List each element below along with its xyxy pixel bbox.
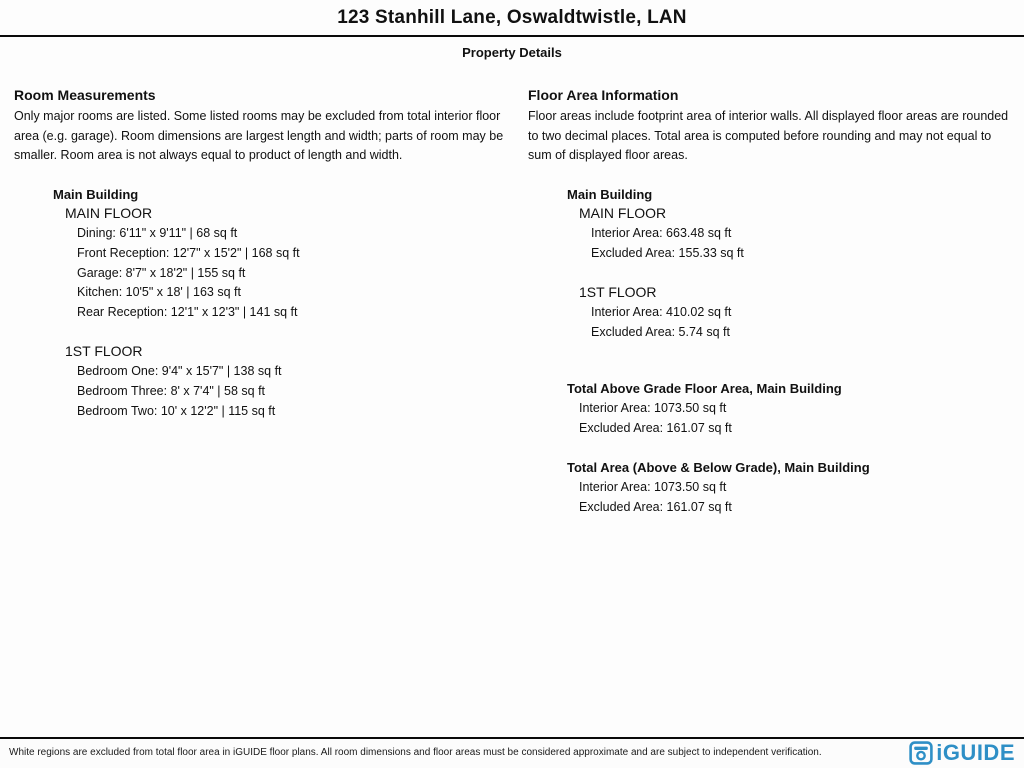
room-line: Garage: 8'7" x 18'2" | 155 sq ft xyxy=(77,265,246,280)
room-line: Bedroom Two: 10' x 12'2" | 115 sq ft xyxy=(77,403,276,418)
floor-area-heading: Floor Area Information xyxy=(528,87,679,103)
room-line: Front Reception: 12'7" x 15'2" | 168 sq ft xyxy=(77,245,300,260)
interior-area-line: Interior Area: 663.48 sq ft xyxy=(591,226,732,241)
floor-area-1st-floor xyxy=(579,283,1017,342)
floor-name: MAIN FLOOR xyxy=(579,205,667,222)
footer-disclaimer: White regions are excluded from total floor area in iGUIDE floor plans. All room dimensions and floor areas must be considered approximate and are subject to independent verification. xyxy=(9,747,822,758)
interior-area-line: Interior Area: 1073.50 sq ft xyxy=(579,479,727,494)
floor-area-section xyxy=(513,85,1024,517)
page-subtitle: Property Details xyxy=(462,45,562,60)
content-columns xyxy=(0,85,1024,517)
room-list xyxy=(65,362,513,421)
title-divider xyxy=(0,35,1024,37)
floor-main-floor xyxy=(65,204,513,322)
excluded-area-line: Excluded Area: 161.07 sq ft xyxy=(579,499,732,514)
interior-area-line: Interior Area: 1073.50 sq ft xyxy=(579,401,727,416)
totals-section xyxy=(567,379,1017,517)
floor-1st-floor xyxy=(65,342,513,421)
excluded-area-line: Excluded Area: 5.74 sq ft xyxy=(591,324,730,339)
floor-area-building xyxy=(567,185,1017,343)
total-above-below-grade-block xyxy=(567,458,1017,517)
iguide-camera-icon xyxy=(909,741,933,765)
floor-name: 1ST FLOOR xyxy=(579,284,657,301)
total-heading: Total Above Grade Floor Area, Main Building xyxy=(567,381,842,397)
excluded-area-line: Excluded Area: 161.07 sq ft xyxy=(579,420,732,435)
room-measurements-section xyxy=(0,85,513,517)
total-heading: Total Area (Above & Below Grade), Main Building xyxy=(567,460,870,476)
room-line: Rear Reception: 12'1" x 12'3" | 141 sq ft xyxy=(77,305,298,319)
room-line: Kitchen: 10'5" x 18' | 163 sq ft xyxy=(77,285,241,300)
building-name: Main Building xyxy=(567,186,653,202)
room-measurements-building xyxy=(53,185,513,421)
iguide-logo-text: iGUIDE xyxy=(936,739,1015,765)
floor-name: 1ST FLOOR xyxy=(65,343,143,360)
building-name: Main Building xyxy=(53,186,139,202)
room-line: Bedroom Three: 8' x 7'4" | 58 sq ft xyxy=(77,383,266,398)
page-footer xyxy=(0,737,1024,768)
room-measurements-heading: Room Measurements xyxy=(14,87,156,103)
floor-name: MAIN FLOOR xyxy=(65,205,153,222)
interior-area-line: Interior Area: 410.02 sq ft xyxy=(591,304,732,319)
floor-area-description: Floor areas include footprint area of interior walls. All displayed floor areas are rounded to two decimal places. Total area is computed before rounding and may not equal to sum of displayed floor areas. xyxy=(528,109,1009,163)
page-title: 123 Stanhill Lane, Oswaldtwistle, LAN xyxy=(337,7,687,28)
room-line: Bedroom One: 9'4" x 15'7" | 138 sq ft xyxy=(77,364,282,379)
page-header xyxy=(0,0,1024,60)
room-measurements-description: Only major rooms are listed. Some listed rooms may be excluded from total interior floor area (e.g. garage). Room dimensions are largest length and width; parts of room may be smaller. Room area is not always equal to product of length and width. xyxy=(14,109,504,163)
room-line: Dining: 6'11" x 9'11" | 68 sq ft xyxy=(77,226,238,241)
floor-area-main-floor xyxy=(579,204,1017,263)
room-list xyxy=(65,224,513,323)
iguide-logo xyxy=(909,741,1015,765)
total-above-grade-block xyxy=(567,379,1017,438)
excluded-area-line: Excluded Area: 155.33 sq ft xyxy=(591,245,744,260)
